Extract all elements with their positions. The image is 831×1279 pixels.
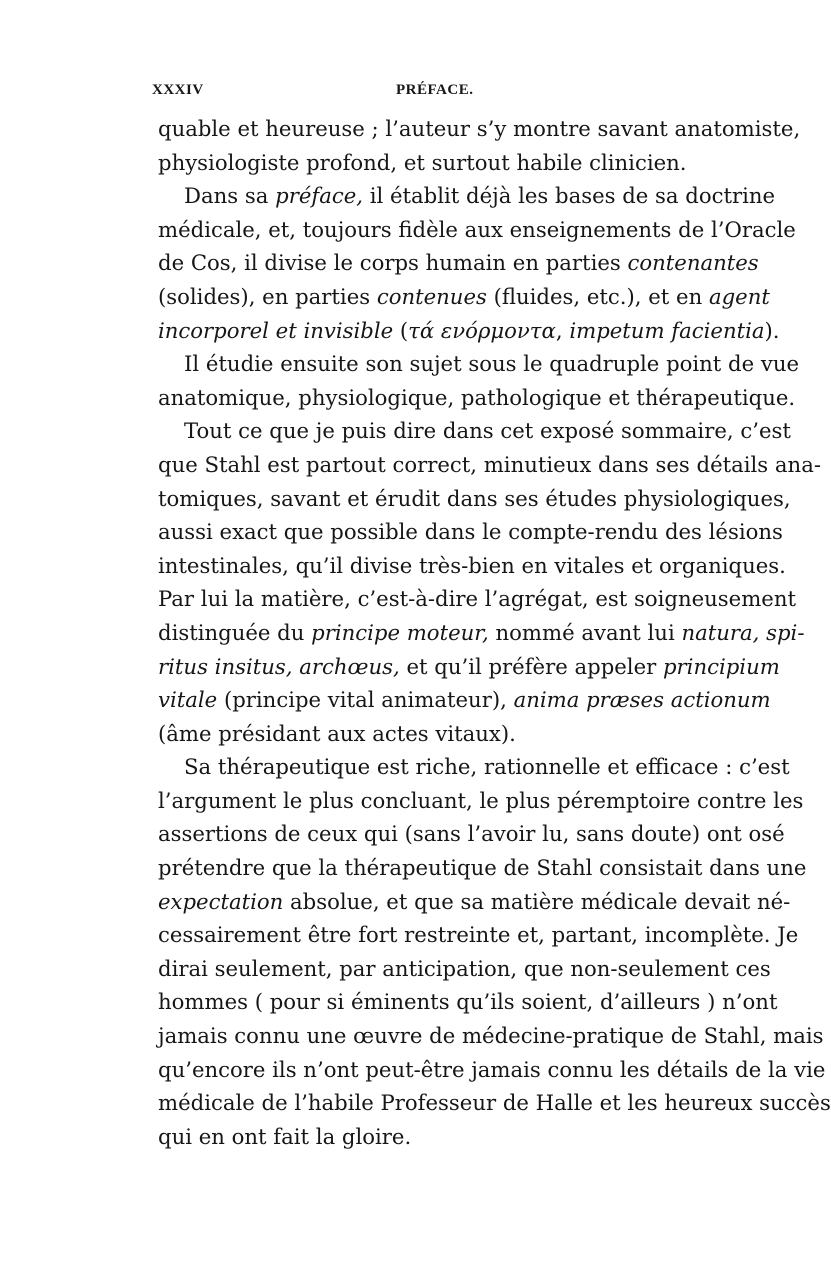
text-line (158, 616, 805, 650)
text-segment: hommes ( pour si éminents qu’ils soient, d’ailleurs ) n’ont (158, 989, 778, 1015)
italic-text: vitale (158, 687, 218, 713)
text-line (158, 582, 796, 616)
text-line (158, 1086, 831, 1120)
text-segment: jamais connu une œuvre de médecine-pratique de Stahl, mais (158, 1023, 824, 1049)
body-text (158, 112, 831, 1153)
text-segment: anatomique, physiologique, pathologique et thérapeutique. (158, 384, 796, 410)
text-segment: quable et heureuse ; l’auteur s’y montre savant anatomiste, (158, 116, 801, 141)
text-segment: Par lui la matière, c’est-à-dire l’agrégat, est soigneusement (158, 586, 796, 612)
text-segment: dirai seulement, par anticipation, que non-seulement ces (158, 955, 771, 981)
text-line (158, 1053, 826, 1087)
text-line (158, 482, 791, 516)
text-line (158, 683, 771, 717)
text-segment: (fluides, etc.), et en (486, 283, 709, 309)
text-segment: de Cos, il divise le corps humain en parties (158, 250, 628, 276)
italic-text: impetum facientia (569, 317, 765, 343)
text-segment: cessairement être fort restreinte et, partant, incomplète. Je (158, 922, 799, 948)
text-segment: nommé avant lui (488, 619, 682, 645)
text-line (158, 750, 790, 784)
italic-text: anima præses actionum (513, 687, 771, 713)
text-segment: absolue, et que sa matière médicale devait né- (283, 888, 791, 914)
italic-text: agent (708, 283, 770, 309)
text-segment: (âme présidant aux actes vitaux). (158, 720, 516, 746)
text-segment: il établit déjà les bases de sa doctrine (362, 183, 776, 209)
text-segment: Sa thérapeutique est riche, rationnelle et efficace : c’est (184, 754, 790, 780)
italic-text: expectation (158, 888, 284, 914)
text-line (158, 347, 800, 381)
text-segment: assertions de ceux qui (sans l’avoir lu, sans doute) ont osé (158, 821, 785, 847)
text-segment: distinguée du (158, 619, 312, 645)
text-segment: médicale de l’habile Professeur de Halle et les heureux succès (158, 1090, 831, 1116)
text-segment: , (555, 317, 570, 343)
text-line (158, 112, 801, 146)
text-segment: Tout ce que je puis dire dans cet exposé sommaire, c’est (184, 418, 791, 444)
text-line (158, 179, 776, 213)
text-segment: qui en ont fait la gloire. (158, 1123, 412, 1149)
text-line (158, 885, 791, 919)
text-line (158, 414, 791, 448)
text-segment: aussi exact que possible dans le compte-rendu des lésions (158, 519, 783, 545)
text-segment: ). (764, 317, 780, 343)
text-segment: tomiques, savant et érudit dans ses études physiologiques, (158, 485, 791, 511)
italic-text: principe moteur, (311, 619, 489, 645)
text-segment: Il étudie ensuite son sujet sous le quadruple point de vue (184, 351, 800, 377)
text-segment: prétendre que la thérapeutique de Stahl consistait dans une (158, 855, 807, 881)
text-segment: médicale, et, toujours fidèle aux enseignements de l’Oracle (158, 216, 796, 242)
text-line (158, 784, 804, 818)
text-line (158, 213, 796, 247)
running-header (152, 82, 750, 106)
text-segment: physiologiste profond, et surtout habile clinicien. (158, 149, 687, 175)
italic-text: τά ενόρμοντα (408, 317, 556, 343)
italic-text: contenues (376, 283, 487, 309)
text-segment: (principe vital animateur), (217, 687, 514, 713)
text-line (158, 918, 799, 952)
text-segment: Dans sa (184, 183, 276, 209)
text-line (158, 650, 780, 684)
text-line (158, 1120, 748, 1154)
italic-text: natura, spi- (681, 619, 805, 645)
text-line (158, 381, 796, 415)
text-line (158, 1019, 824, 1053)
italic-text: contenantes (627, 250, 759, 276)
text-segment: l’argument le plus concluant, le plus péremptoire contre les (158, 787, 804, 813)
italic-text: principium (662, 653, 780, 679)
text-line (158, 985, 778, 1019)
text-segment: (solides), en parties (158, 283, 377, 309)
text-line (158, 817, 785, 851)
italic-text: préface, (275, 183, 363, 209)
text-line (158, 851, 807, 885)
text-line (158, 280, 770, 314)
text-line (158, 246, 759, 280)
text-line (158, 717, 748, 751)
running-title: PRÉFACE. (396, 82, 474, 98)
text-segment: et qu’il préfère appeler (399, 653, 663, 679)
text-segment: intestinales, qu’il divise très-bien en vitales et organiques. (158, 552, 786, 578)
text-segment: ( (393, 317, 409, 343)
text-line (158, 549, 786, 583)
text-segment: qu’encore ils n’ont peut-être jamais connu les détails de la vie (158, 1056, 826, 1082)
text-line (158, 448, 821, 482)
page-number: XXXIV (152, 82, 204, 98)
text-segment: que Stahl est partout correct, minutieux dans ses détails ana- (158, 451, 821, 477)
text-line (158, 146, 748, 180)
italic-text: incorporel et invisible (158, 317, 394, 343)
text-line (158, 314, 780, 348)
italic-text: ritus insitus, archœus, (158, 653, 400, 679)
text-line (158, 952, 771, 986)
text-line (158, 515, 783, 549)
